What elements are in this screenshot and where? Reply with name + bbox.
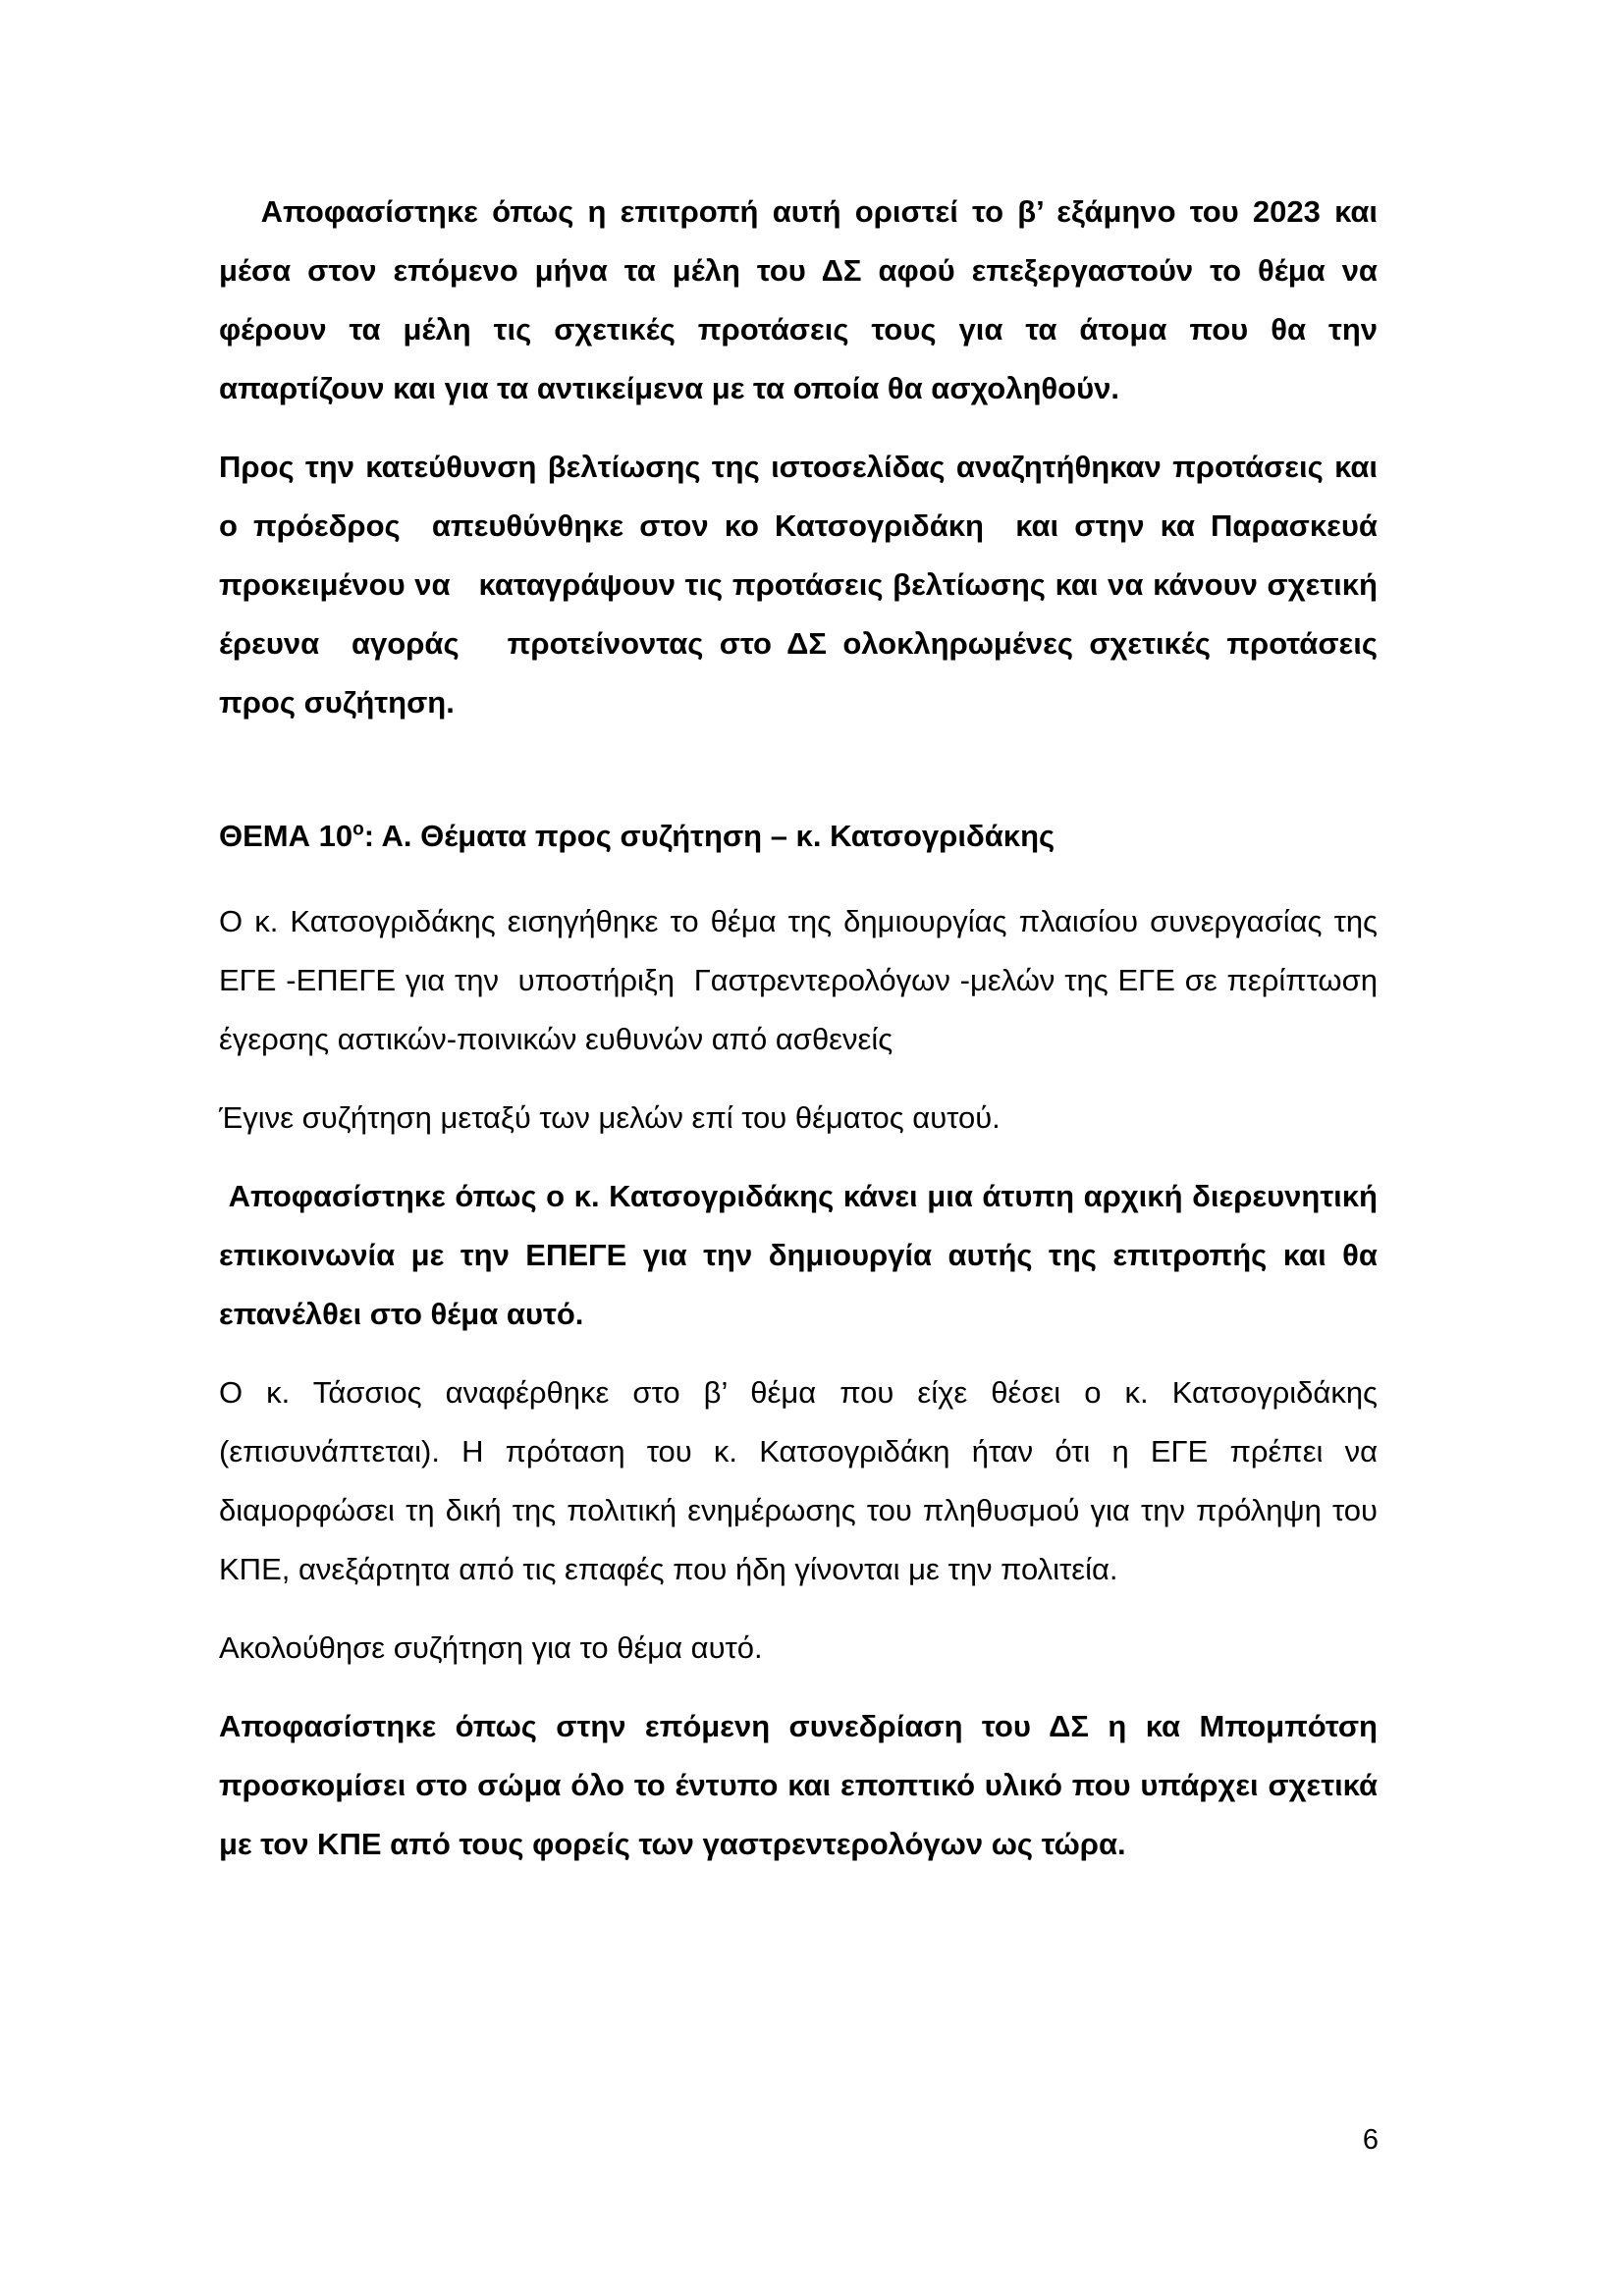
paragraph-decision-epege-contact: Αποφασίστηκε όπως ο κ. Κατσογριδάκης κάνει μια άτυπη αρχική διερευνητική επικοινωνία με την ΕΠΕΓΕ για την δημιουργία αυτής της επιτροπής και θα επανέλθει στο θέμα αυτό. [219, 1179, 1386, 1331]
paragraph-katsogridakis-proposal: Ο κ. Κατσογριδάκης εισηγήθηκε το θέμα της δημιουργίας πλαισίου συνεργασίας της ΕΓΕ -ΕΠΕΓΕ για την υποστήριξη Γαστρεντερολόγων -μελών της ΕΓΕ σε περίπτωση έγερσης αστικών-ποινικών ευθυνών από ασθενείς [219, 904, 1395, 1056]
topic-heading-rest: : Α. Θέματα προς συζήτηση – κ. Κατσογριδάκης [363, 819, 1056, 853]
page-number: 6 [1362, 2124, 1379, 2156]
page-content [219, 183, 1395, 1894]
paragraph-followup-discussion: Ακολούθησε συζήτηση για το θέμα αυτό. [219, 1630, 763, 1665]
topic-heading-prefix: ΘΕΜΑ 10 [219, 819, 353, 853]
paragraph-committee-decision: Αποφασίστηκε όπως η επιτροπή αυτή οριστεί το β’ εξάμηνο του 2023 και μέσα στον επόμενο μήνα τα μέλη του ΔΣ αφού επεξεργαστούν το θέμα να φέρουν τα μέλη τις σχετικές προτάσεις τους για τα άτομα που θα την απαρτίζουν και για τα αντικείμενα με τα οποία θα ασχοληθούν. [219, 194, 1386, 405]
paragraph-tassios-reference: Ο κ. Τάσσιος αναφέρθηκε στο β’ θέμα που είχε θέσει ο κ. Κατσογριδάκης (επισυνάπτεται). Η πρόταση του κ. Κατσογριδάκη ήταν ότι η ΕΓΕ πρέπει να διαμορφώσει τη δική της πολιτική ενημέρωσης του πληθυσμού για την πρόληψη του ΚΠΕ, ανεξάρτητα από τις επαφές που ήδη γίνονται με την πολιτεία. [219, 1375, 1386, 1586]
topic-10-heading [219, 807, 1378, 866]
paragraph-decision-bompotsi-materials: Αποφασίστηκε όπως στην επόμενη συνεδρίαση του ΔΣ η κα Μπομπότση προσκομίσει στο σώμα όλο το έντυπο και εποπτικό υλικό που υπάρχει σχετικά με τον ΚΠΕ από τους φορείς των γαστρεντερολόγων ως τώρα. [219, 1709, 1386, 1861]
topic-heading-ordinal: ο [352, 819, 364, 840]
paragraph-discussion-note: Έγινε συζήτηση μεταξύ των μελών επί του θέματος αυτού. [219, 1100, 1001, 1135]
paragraph-website-improvement: Προς την κατεύθυνση βελτίωσης της ιστοσελίδας αναζητήθηκαν προτάσεις και ο πρόεδρος απευθύνθηκε στον κο Κατσογριδάκη και στην κα Παρασκευά προκειμένου να καταγράψουν τις προτάσεις βελτίωσης και να κάνουν σχετική έρευνα αγοράς προτείνοντας στο ΔΣ ολοκληρωμένες σχετικές προτάσεις προς συζήτηση. [219, 450, 1386, 720]
